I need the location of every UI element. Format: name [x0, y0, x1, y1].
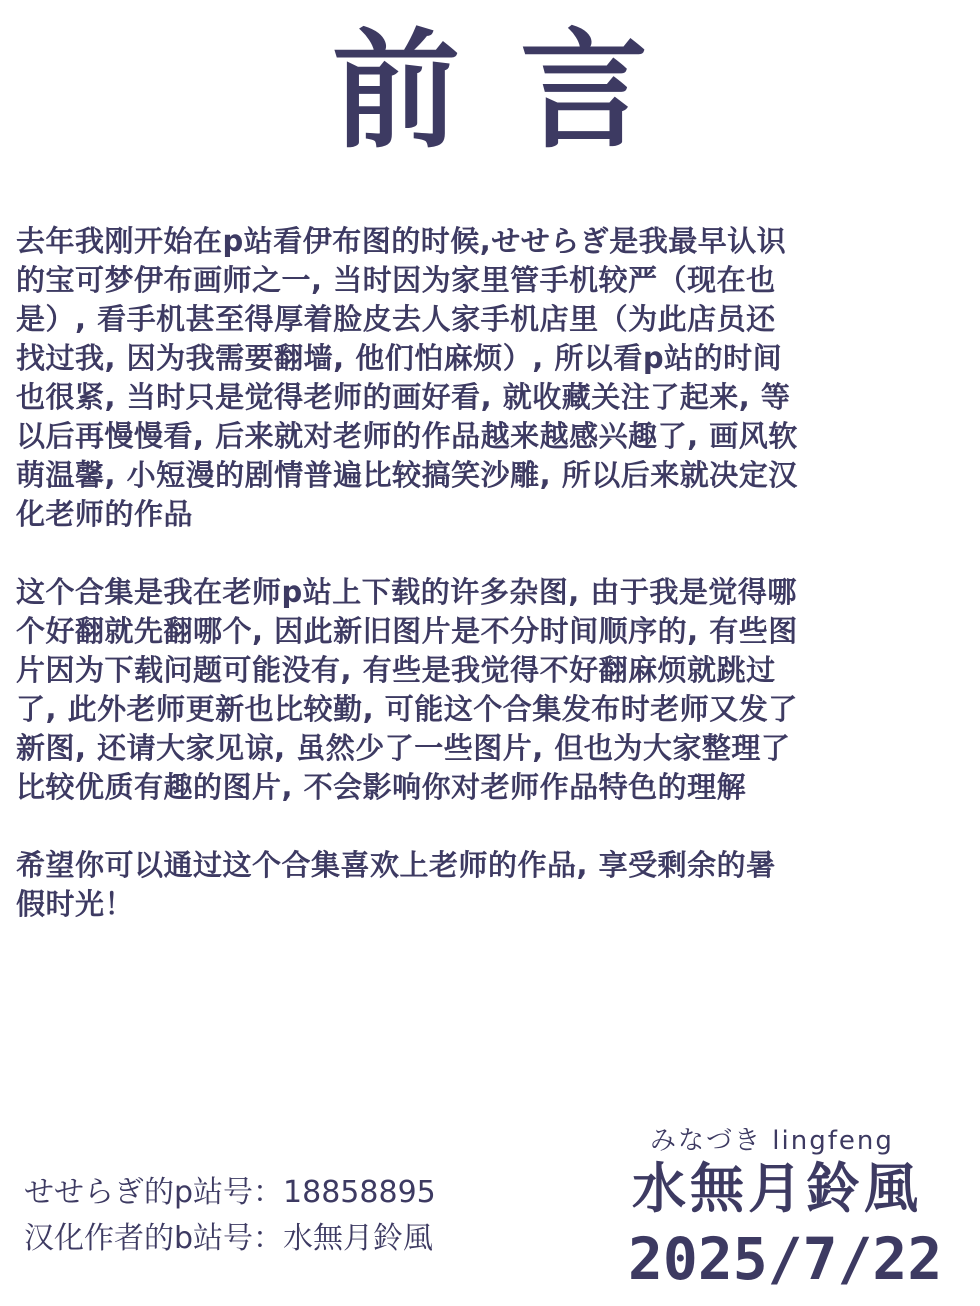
account-info — [24, 1170, 584, 1262]
text-line: 也很紧, 当时只是觉得老师的画好看, 就收藏关注了起来, 等 — [16, 380, 791, 414]
page-title: 前言 — [331, 17, 708, 166]
pixiv-id-line: せせらぎ的p站号：18858895 — [24, 1175, 436, 1210]
text-line: 了, 此外老师更新也比较勤, 可能这个合集发布时老师又发了 — [16, 692, 798, 726]
text-line: 的宝可梦伊布画师之一, 当时因为家里管手机较严（现在也 — [16, 263, 776, 297]
text-line: 新图, 还请大家见谅, 虽然少了一些图片, 但也为大家整理了 — [16, 731, 791, 765]
signature-furigana: みなづき lingfeng — [650, 1126, 894, 1156]
signature — [620, 1120, 970, 1300]
bilibili-id-line: 汉化作者的b站号：水無月鈴風 — [24, 1221, 434, 1256]
text-line: 个好翻就先翻哪个, 因此新旧图片是不分时间顺序的, 有些图 — [16, 614, 798, 648]
preface-body — [16, 222, 968, 963]
text-line: 这个合集是我在老师p站上下载的许多杂图, 由于我是觉得哪 — [16, 575, 797, 609]
paragraph-1 — [16, 222, 968, 534]
text-line: 找过我, 因为我需要翻墙, 他们怕麻烦）, 所以看p站的时间 — [16, 341, 783, 375]
text-line: 是）, 看手机甚至得厚着脸皮去人家手机店里（为此店员还 — [16, 302, 776, 336]
text-line: 希望你可以通过这个合集喜欢上老师的作品, 享受剩余的暑 — [16, 848, 776, 882]
paragraph-2 — [16, 573, 968, 807]
text-line: 去年我刚开始在p站看伊布图的时候,せせらぎ是我最早认识 — [16, 224, 787, 258]
signature-date: 2025/7/22 — [628, 1225, 943, 1293]
text-line: 比较优质有趣的图片, 不会影响你对老师作品特色的理解 — [16, 770, 747, 804]
text-line: 萌温馨, 小短漫的剧情普遍比较搞笑沙雕, 所以后来就决定汉 — [16, 458, 798, 492]
text-line: 化老师的作品 — [16, 497, 194, 531]
signature-name: 水無月鈴風 — [632, 1157, 922, 1220]
text-line: 片因为下载问题可能没有, 有些是我觉得不好翻麻烦就跳过 — [16, 653, 776, 687]
text-line: 假时光！ — [16, 887, 135, 921]
paragraph-3 — [16, 846, 968, 924]
text-line: 以后再慢慢看, 后来就对老师的作品越来越感兴趣了, 画风软 — [16, 419, 798, 453]
